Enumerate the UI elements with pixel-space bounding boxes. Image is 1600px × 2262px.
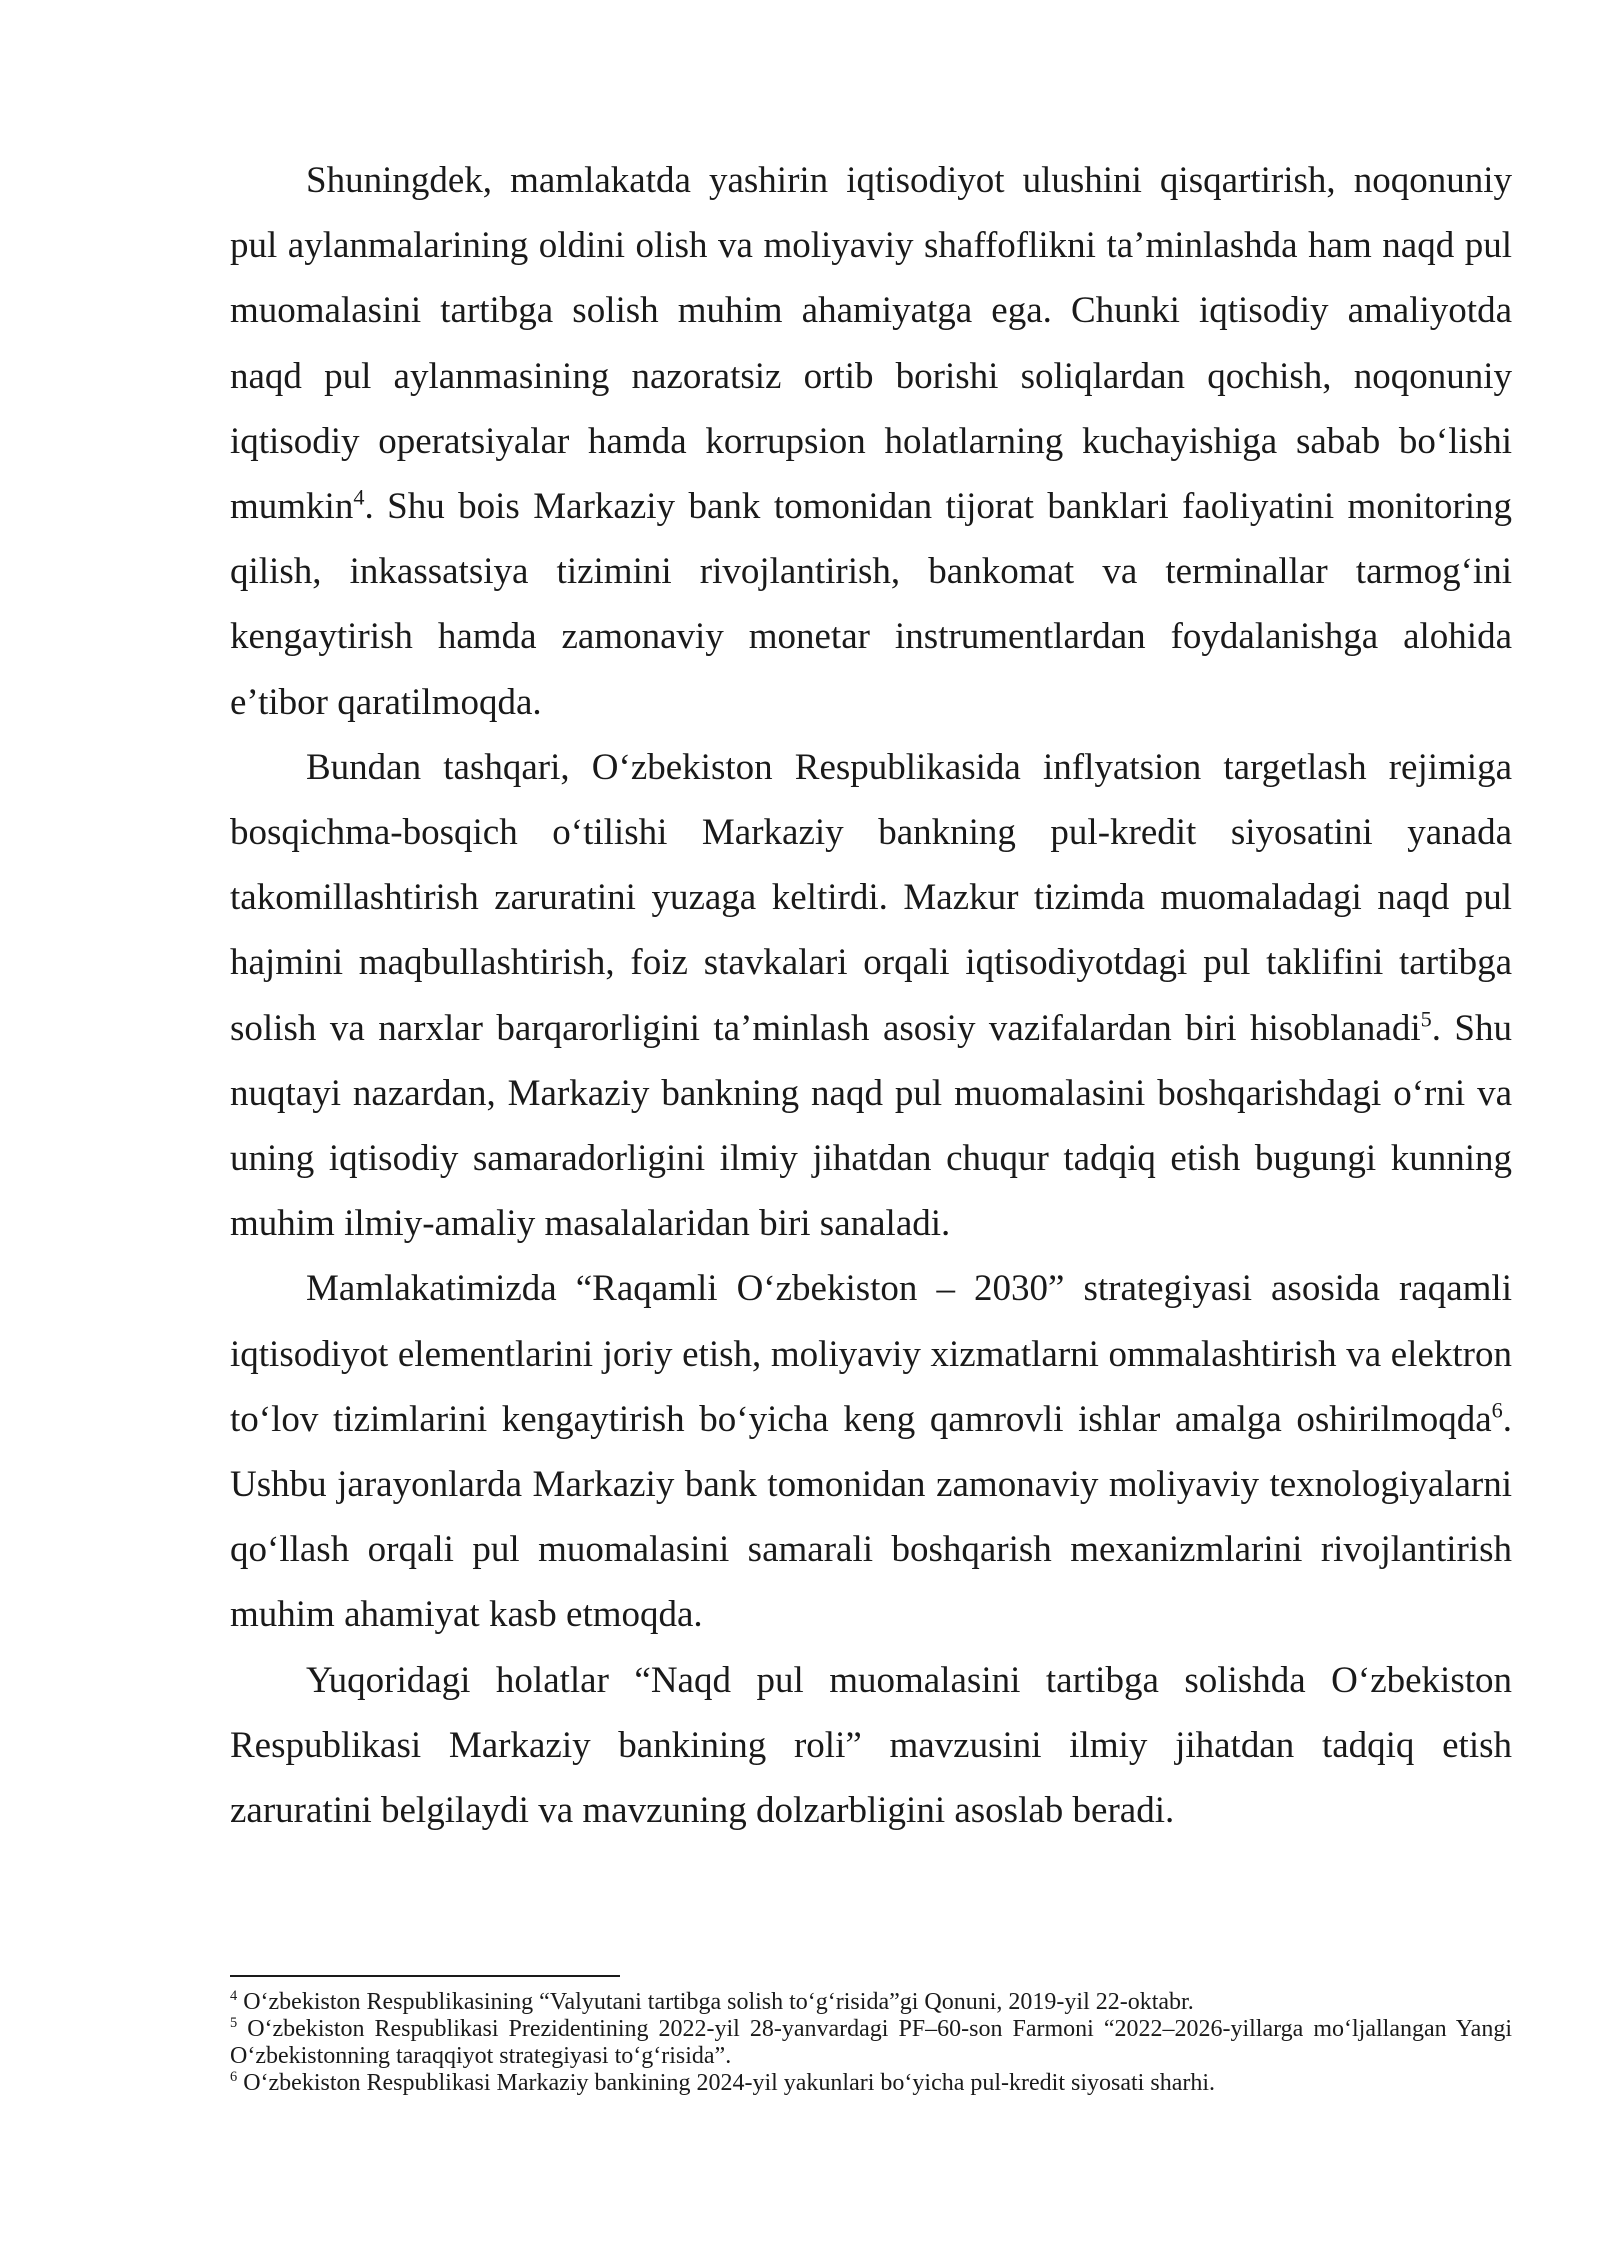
footnote-text: O‘zbekiston Respublikasi Markaziy bankining 2024-yil yakunlari bo‘yicha pul-kredit siyosati sharhi. [237, 2070, 1216, 2096]
footnote-ref-5[interactable]: 5 [1420, 1006, 1432, 1032]
paragraph-text: . Ushbu jarayonlarda Markaziy bank tomonidan zamonaviy moliyaviy texnologiyalarni qo‘llash orqali pul muomalasini samarali boshqarish mexanizmlarini rivojlantirish muhim ahamiyat kasb etmoqda. [230, 1398, 1512, 1636]
footnote-5 [230, 2016, 1512, 2070]
paragraph-2 [230, 735, 1512, 1257]
footnote-number: 5 [230, 2015, 238, 2031]
paragraph-text: Mamlakatimizda “Raqamli O‘zbekiston – 2030” strategiyasi asosida raqamli iqtisodiyot elementlarini joriy etish, moliyaviy xizmatlarni ommalashtirish va elektron to‘lov tizimlarini kengaytirish bo‘yicha keng qamrovli ishlar amalga oshirilmoqda [230, 1268, 1512, 1440]
footnote-ref-4[interactable]: 4 [353, 484, 365, 510]
footnote-text: O‘zbekiston Respublikasining “Valyutani tartibga solish to‘g‘risida”gi Qonuni, 2019-yil 22-oktabr. [237, 1989, 1194, 2015]
footnote-4 [230, 1989, 1512, 2016]
footnote-text: O‘zbekiston Respublikasi Prezidentining 2022-yil 28-yanvardagi PF–60-son Farmoni “2022–2026-yillarga mo‘ljallangan Yangi O‘zbekistonning taraqqiyot strategiyasi to‘g‘risida”. [230, 2016, 1512, 2069]
paragraph-3 [230, 1256, 1512, 1647]
footnote-ref-6[interactable]: 6 [1491, 1397, 1503, 1423]
paragraph-text: . Shu nuqtayi nazardan, Markaziy bankning naqd pul muomalasini boshqarishdagi o‘rni va uning iqtisodiy samaradorligini ilmiy jihatdan chuqur tadqiq etish bugungi kunning muhim ilmiy-amaliy masalalaridan biri sanaladi. [230, 1007, 1513, 1245]
document-body [230, 148, 1512, 1843]
paragraph-1 [230, 148, 1512, 735]
paragraph-text: Yuqoridagi holatlar “Naqd pul muomalasini tartibga solishda O‘zbekiston Respublikasi Markaziy bankining roli” mavzusini ilmiy jihatdan tadqiq etish zaruratini belgilaydi va mavzuning dolzarbligini asoslab beradi. [230, 1659, 1512, 1832]
paragraph-text: Bundan tashqari, O‘zbekiston Respublikasida inflyatsion targetlash rejimiga bosqichma-bosqich o‘tilishi Markaziy bankning pul-kredit siyosatini yanada takomillashtirish zaruratini yuzaga keltirdi. Mazkur tizimda muomaladagi naqd pul hajmini maqbullashtirish, foiz stavkalari orqali iqtisodiyotdagi pul taklifini tartibga solish va narxlar barqarorligini ta’minlash asosiy vazifalardan biri hisoblanadi [230, 746, 1512, 1049]
footnote-number: 4 [230, 1988, 238, 2004]
paragraph-text: Shuningdek, mamlakatda yashirin iqtisodiyot ulushini qisqartirish, noqonuniy pul aylanmalarining oldini olish va moliyaviy shaffoflikni ta’minlashda ham naqd pul muomalasini tartibga solish muhim ahamiyatga ega. Chunki iqtisodiy amaliyotda naqd pul aylanmasining nazoratsiz ortib borishi soliqlardan qochish, noqonuniy iqtisodiy operatsiyalar hamda korrupsion holatlarning kuchayishiga sabab bo‘lishi mumkin [230, 160, 1512, 528]
footnote-6 [230, 2070, 1512, 2097]
paragraph-4 [230, 1648, 1512, 1844]
footnotes [230, 1975, 1512, 2097]
paragraph-text: . Shu bois Markaziy bank tomonidan tijorat banklari faoliyatini monitoring qilish, inkassatsiya tizimini rivojlantirish, bankomat va terminallar tarmog‘ini kengaytirish hamda zamonaviy monetar instrumentlardan foydalanishga alohida e’tibor qaratilmoqda. [230, 486, 1512, 723]
footnote-number: 6 [230, 2069, 238, 2085]
footnote-separator [230, 1975, 620, 1977]
